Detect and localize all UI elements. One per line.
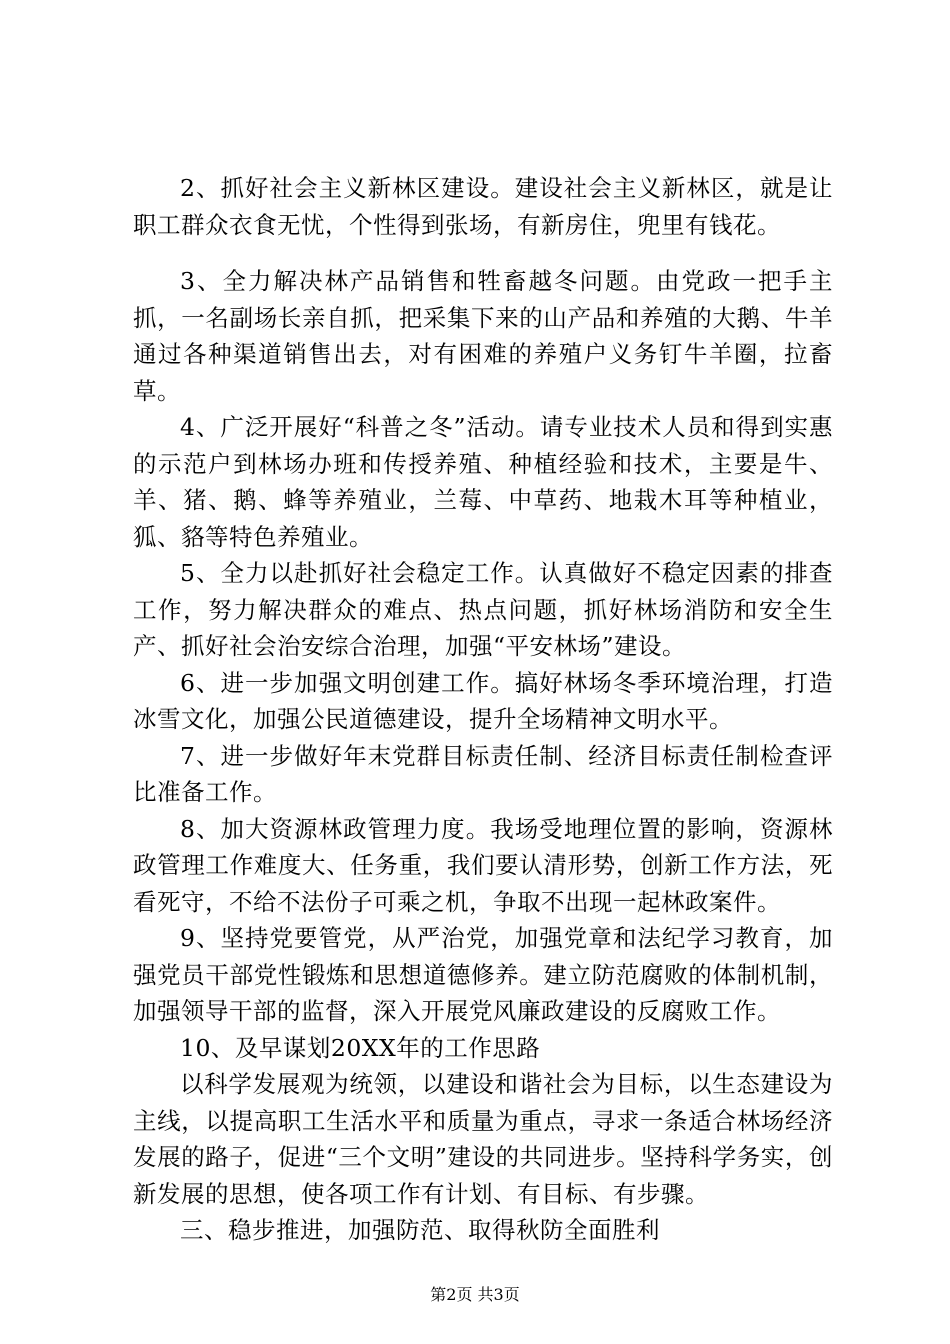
paragraph-item-2: 2、抓好社会主义新林区建设。建设社会主义新林区，就是让职工群众衣食无忧，个性得到张场，有新房住，兜里有钱花。 <box>133 174 833 239</box>
paragraph-item-9: 9、坚持党要管党，从严治党，加强党章和法纪学习教育，加强党员干部党性锻炼和思想道德修养。建立防范腐败的体制机制，加强领导干部的监督，深入开展党风廉政建设的反腐败工作。 <box>133 924 833 1025</box>
document-body <box>133 170 833 1249</box>
paragraph-item-10-body: 以科学发展观为统领，以建设和谐社会为目标，以生态建设为主线，以提高职工生活水平和质量为重点，寻求一条适合林场经济发展的路子，促进“三个文明”建设的共同进步。坚持科学务实，创新发展的思想，使各项工作有计划、有目标、有步骤。 <box>133 1070 833 1208</box>
paragraph-item-6: 6、进一步加强文明创建工作。搞好林场冬季环境治理，打造冰雪文化，加强公民道德建设，提升全场精神文明水平。 <box>133 668 833 733</box>
paragraph-item-4: 4、广泛开展好“科普之冬”活动。请专业技术人员和得到实惠的示范户到林场办班和传授养殖、种植经验和技术，主要是牛、羊、猪、鹅、蜂等养殖业，兰莓、中草药、地栽木耳等种植业，狐、貉等特色养殖业。 <box>133 413 833 551</box>
paragraph-item-5: 5、全力以赴抓好社会稳定工作。认真做好不稳定因素的排查工作，努力解决群众的难点、热点问题，抓好林场消防和安全生产、抓好社会治安综合治理，加强“平安林场”建设。 <box>133 559 833 660</box>
page-footer: 第2页 共3页 <box>430 1285 520 1304</box>
section-heading-three: 三、稳步推进，加强防范、取得秋防全面胜利 <box>180 1216 660 1244</box>
paragraph-item-8: 8、加大资源林政管理力度。我场受地理位置的影响，资源林政管理工作难度大、任务重，我们要认清形势，创新工作方法，死看死守，不给不法份子可乘之机，争取不出现一起林政案件。 <box>133 814 833 916</box>
paragraph-item-10-heading: 10、及早谋划20XX年的工作思路 <box>180 1033 541 1062</box>
paragraph-item-3: 3、全力解决林产品销售和牲畜越冬问题。由党政一把手主抓，一名副场长亲自抓，把采集下来的山产品和养殖的大鹅、牛羊通过各种渠道销售出去，对有困难的养殖户义务钉牛羊圈，拉畜草。 <box>133 267 833 405</box>
paragraph-item-7: 7、进一步做好年末党群目标责任制、经济目标责任制检查评比准备工作。 <box>133 741 833 806</box>
